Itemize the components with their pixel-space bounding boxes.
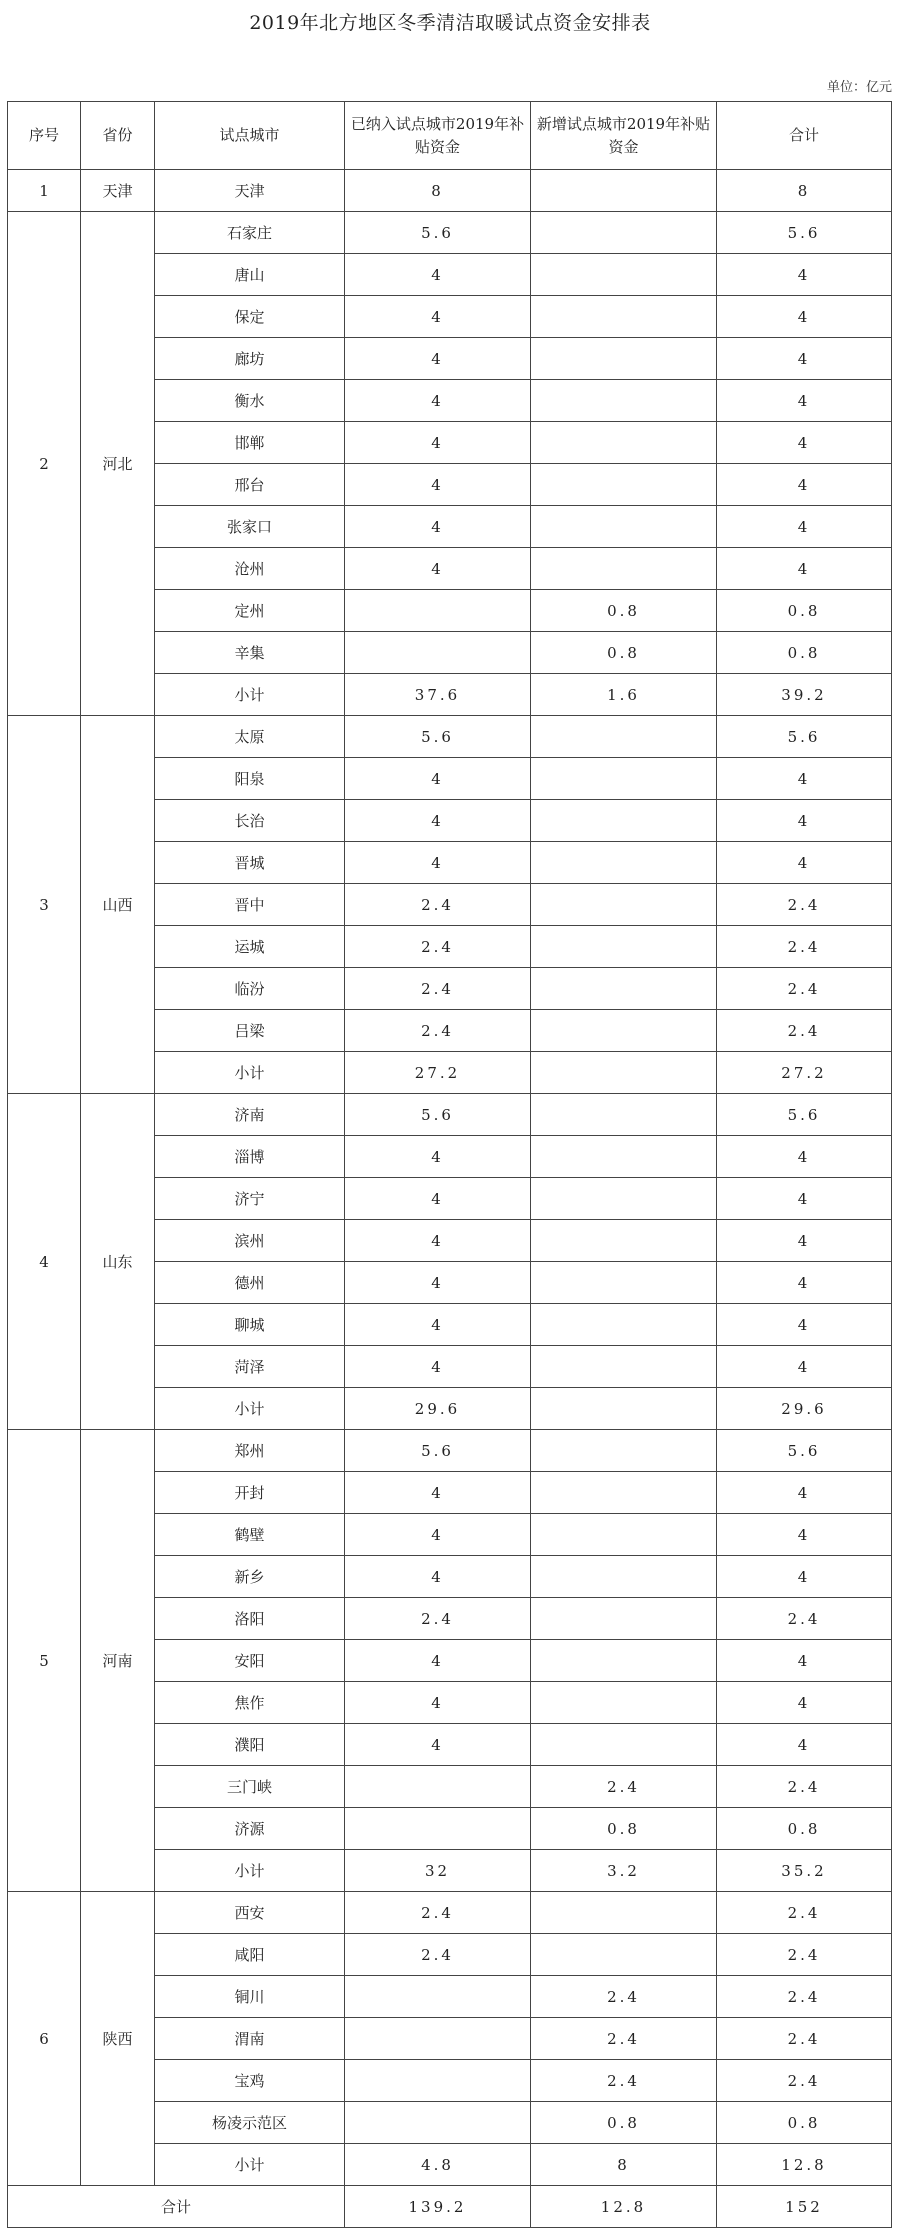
seq-cell: 1 <box>8 170 81 212</box>
total-funds-cell: 4 <box>717 1514 892 1556</box>
existing-funds-cell: 4 <box>345 842 531 884</box>
new-funds-cell <box>531 1682 717 1724</box>
total-funds-cell: 4 <box>717 380 892 422</box>
header-existing: 已纳入试点城市2019年补贴资金 <box>345 102 531 170</box>
total-funds-cell: 4 <box>717 1346 892 1388</box>
subtotal-existing: 29.6 <box>345 1388 531 1430</box>
existing-funds-cell <box>345 1976 531 2018</box>
new-funds-cell <box>531 716 717 758</box>
existing-funds-cell: 4 <box>345 758 531 800</box>
total-funds-cell: 4 <box>717 506 892 548</box>
new-funds-cell <box>531 1640 717 1682</box>
new-funds-cell: 0.8 <box>531 590 717 632</box>
city-cell: 济源 <box>155 1808 345 1850</box>
header-row <box>8 102 892 170</box>
province-cell: 天津 <box>81 170 155 212</box>
subtotal-total: 12.8 <box>717 2144 892 2186</box>
existing-funds-cell: 5.6 <box>345 212 531 254</box>
province-cell: 山东 <box>81 1094 155 1430</box>
city-cell: 淄博 <box>155 1136 345 1178</box>
city-cell: 唐山 <box>155 254 345 296</box>
city-cell: 菏泽 <box>155 1346 345 1388</box>
total-funds-cell: 4 <box>717 296 892 338</box>
table-body <box>8 170 892 2228</box>
subtotal-existing: 4.8 <box>345 2144 531 2186</box>
new-funds-cell <box>531 1934 717 1976</box>
new-funds-cell <box>531 1262 717 1304</box>
total-funds-cell: 4 <box>717 1724 892 1766</box>
total-funds-cell: 2.4 <box>717 968 892 1010</box>
subtotal-existing: 37.6 <box>345 674 531 716</box>
new-funds-cell <box>531 758 717 800</box>
city-cell: 杨凌示范区 <box>155 2102 345 2144</box>
new-funds-cell: 0.8 <box>531 1808 717 1850</box>
total-funds-cell: 2.4 <box>717 1976 892 2018</box>
total-funds-cell: 4 <box>717 1472 892 1514</box>
total-funds-cell: 5.6 <box>717 1430 892 1472</box>
existing-funds-cell: 4 <box>345 1346 531 1388</box>
header-city: 试点城市 <box>155 102 345 170</box>
existing-funds-cell <box>345 1766 531 1808</box>
city-cell: 长治 <box>155 800 345 842</box>
grand-total-existing: 139.2 <box>345 2186 531 2228</box>
city-cell: 焦作 <box>155 1682 345 1724</box>
existing-funds-cell: 2.4 <box>345 884 531 926</box>
new-funds-cell <box>531 1892 717 1934</box>
existing-funds-cell: 8 <box>345 170 531 212</box>
province-cell: 陕西 <box>81 1892 155 2186</box>
new-funds-cell <box>531 800 717 842</box>
existing-funds-cell: 4 <box>345 548 531 590</box>
total-funds-cell: 4 <box>717 1178 892 1220</box>
city-cell: 郑州 <box>155 1430 345 1472</box>
city-cell: 开封 <box>155 1472 345 1514</box>
subtotal-label: 小计 <box>155 2144 345 2186</box>
existing-funds-cell: 4 <box>345 1514 531 1556</box>
existing-funds-cell: 2.4 <box>345 1598 531 1640</box>
existing-funds-cell: 4 <box>345 1262 531 1304</box>
city-cell: 济南 <box>155 1094 345 1136</box>
total-funds-cell: 0.8 <box>717 2102 892 2144</box>
city-cell: 西安 <box>155 1892 345 1934</box>
total-funds-cell: 2.4 <box>717 1766 892 1808</box>
unit-note: 单位：亿元 <box>826 80 892 95</box>
subtotal-total: 39.2 <box>717 674 892 716</box>
total-funds-cell: 0.8 <box>717 632 892 674</box>
subtotal-new: 8 <box>531 2144 717 2186</box>
existing-funds-cell: 4 <box>345 1724 531 1766</box>
city-cell: 安阳 <box>155 1640 345 1682</box>
subtotal-new: 3.2 <box>531 1850 717 1892</box>
new-funds-cell <box>531 548 717 590</box>
new-funds-cell <box>531 1094 717 1136</box>
new-funds-cell <box>531 926 717 968</box>
total-funds-cell: 4 <box>717 338 892 380</box>
table-row <box>8 1094 892 1136</box>
existing-funds-cell: 4 <box>345 1220 531 1262</box>
city-cell: 洛阳 <box>155 1598 345 1640</box>
existing-funds-cell <box>345 2018 531 2060</box>
subtotal-total: 27.2 <box>717 1052 892 1094</box>
existing-funds-cell: 2.4 <box>345 968 531 1010</box>
seq-cell: 2 <box>8 212 81 716</box>
existing-funds-cell: 4 <box>345 1178 531 1220</box>
total-funds-cell: 2.4 <box>717 1010 892 1052</box>
city-cell: 咸阳 <box>155 1934 345 1976</box>
total-funds-cell: 2.4 <box>717 1598 892 1640</box>
city-cell: 衡水 <box>155 380 345 422</box>
city-cell: 晋中 <box>155 884 345 926</box>
total-funds-cell: 4 <box>717 422 892 464</box>
new-funds-cell <box>531 422 717 464</box>
city-cell: 邢台 <box>155 464 345 506</box>
table-row <box>8 716 892 758</box>
new-funds-cell <box>531 170 717 212</box>
total-funds-cell: 2.4 <box>717 1934 892 1976</box>
new-funds-cell: 2.4 <box>531 2018 717 2060</box>
new-funds-cell <box>531 1598 717 1640</box>
subtotal-label: 小计 <box>155 1850 345 1892</box>
existing-funds-cell: 4 <box>345 1136 531 1178</box>
new-funds-cell <box>531 884 717 926</box>
city-cell: 运城 <box>155 926 345 968</box>
new-funds-cell <box>531 842 717 884</box>
city-cell: 廊坊 <box>155 338 345 380</box>
new-funds-cell <box>531 296 717 338</box>
header-total: 合计 <box>717 102 892 170</box>
subtotal-label: 小计 <box>155 674 345 716</box>
existing-funds-cell: 4 <box>345 338 531 380</box>
total-funds-cell: 2.4 <box>717 926 892 968</box>
table-row <box>8 1892 892 1934</box>
total-funds-cell: 4 <box>717 548 892 590</box>
existing-funds-cell <box>345 1808 531 1850</box>
total-funds-cell: 2.4 <box>717 884 892 926</box>
funds-table <box>7 101 892 2228</box>
total-funds-cell: 4 <box>717 1556 892 1598</box>
subtotal-new: 1.6 <box>531 674 717 716</box>
city-cell: 阳泉 <box>155 758 345 800</box>
total-funds-cell: 8 <box>717 170 892 212</box>
total-funds-cell: 0.8 <box>717 590 892 632</box>
existing-funds-cell: 4 <box>345 1682 531 1724</box>
grand-total-total: 152 <box>717 2186 892 2228</box>
existing-funds-cell: 4 <box>345 380 531 422</box>
header-seq: 序号 <box>8 102 81 170</box>
total-funds-cell: 5.6 <box>717 1094 892 1136</box>
total-funds-cell: 4 <box>717 1304 892 1346</box>
city-cell: 鹤壁 <box>155 1514 345 1556</box>
table-row <box>8 1430 892 1472</box>
new-funds-cell <box>531 1220 717 1262</box>
city-cell: 沧州 <box>155 548 345 590</box>
city-cell: 聊城 <box>155 1304 345 1346</box>
seq-cell: 4 <box>8 1094 81 1430</box>
existing-funds-cell: 4 <box>345 506 531 548</box>
header-new: 新增试点城市2019年补贴资金 <box>531 102 717 170</box>
existing-funds-cell <box>345 2060 531 2102</box>
total-funds-cell: 4 <box>717 464 892 506</box>
existing-funds-cell: 4 <box>345 254 531 296</box>
total-funds-cell: 2.4 <box>717 1892 892 1934</box>
city-cell: 吕梁 <box>155 1010 345 1052</box>
city-cell: 石家庄 <box>155 212 345 254</box>
new-funds-cell <box>531 968 717 1010</box>
page-title: 2019年北方地区冬季清洁取暖试点资金安排表 <box>249 12 651 34</box>
new-funds-cell: 2.4 <box>531 1766 717 1808</box>
existing-funds-cell: 4 <box>345 464 531 506</box>
city-cell: 定州 <box>155 590 345 632</box>
existing-funds-cell: 4 <box>345 1472 531 1514</box>
grand-total-new: 12.8 <box>531 2186 717 2228</box>
subtotal-label: 小计 <box>155 1052 345 1094</box>
new-funds-cell <box>531 1430 717 1472</box>
table-row <box>8 212 892 254</box>
city-cell: 临汾 <box>155 968 345 1010</box>
new-funds-cell <box>531 254 717 296</box>
subtotal-existing: 27.2 <box>345 1052 531 1094</box>
new-funds-cell <box>531 380 717 422</box>
existing-funds-cell: 5.6 <box>345 716 531 758</box>
new-funds-cell: 0.8 <box>531 2102 717 2144</box>
subtotal-total: 35.2 <box>717 1850 892 1892</box>
city-cell: 济宁 <box>155 1178 345 1220</box>
new-funds-cell <box>531 212 717 254</box>
city-cell: 保定 <box>155 296 345 338</box>
city-cell: 晋城 <box>155 842 345 884</box>
city-cell: 辛集 <box>155 632 345 674</box>
province-cell: 山西 <box>81 716 155 1094</box>
new-funds-cell: 2.4 <box>531 1976 717 2018</box>
existing-funds-cell <box>345 632 531 674</box>
total-funds-cell: 2.4 <box>717 2018 892 2060</box>
city-cell: 铜川 <box>155 1976 345 2018</box>
city-cell: 张家口 <box>155 506 345 548</box>
total-funds-cell: 5.6 <box>717 716 892 758</box>
grand-total-label: 合计 <box>8 2186 345 2228</box>
existing-funds-cell <box>345 590 531 632</box>
existing-funds-cell: 4 <box>345 296 531 338</box>
subtotal-new <box>531 1388 717 1430</box>
city-cell: 德州 <box>155 1262 345 1304</box>
province-cell: 河南 <box>81 1430 155 1892</box>
new-funds-cell <box>531 1472 717 1514</box>
city-cell: 天津 <box>155 170 345 212</box>
total-funds-cell: 4 <box>717 1640 892 1682</box>
new-funds-cell <box>531 1724 717 1766</box>
total-funds-cell: 2.4 <box>717 2060 892 2102</box>
subtotal-label: 小计 <box>155 1388 345 1430</box>
existing-funds-cell: 5.6 <box>345 1094 531 1136</box>
city-cell: 三门峡 <box>155 1766 345 1808</box>
total-funds-cell: 5.6 <box>717 212 892 254</box>
city-cell: 渭南 <box>155 2018 345 2060</box>
total-funds-cell: 4 <box>717 1136 892 1178</box>
existing-funds-cell: 5.6 <box>345 1430 531 1472</box>
new-funds-cell <box>531 1514 717 1556</box>
new-funds-cell <box>531 1346 717 1388</box>
total-funds-cell: 4 <box>717 1682 892 1724</box>
new-funds-cell <box>531 338 717 380</box>
city-cell: 濮阳 <box>155 1724 345 1766</box>
new-funds-cell <box>531 1178 717 1220</box>
table-row <box>8 170 892 212</box>
city-cell: 新乡 <box>155 1556 345 1598</box>
total-funds-cell: 4 <box>717 758 892 800</box>
existing-funds-cell: 4 <box>345 1640 531 1682</box>
total-funds-cell: 4 <box>717 800 892 842</box>
seq-cell: 3 <box>8 716 81 1094</box>
new-funds-cell <box>531 1556 717 1598</box>
total-funds-cell: 4 <box>717 1220 892 1262</box>
city-cell: 滨州 <box>155 1220 345 1262</box>
existing-funds-cell <box>345 2102 531 2144</box>
new-funds-cell <box>531 464 717 506</box>
new-funds-cell <box>531 1304 717 1346</box>
city-cell: 太原 <box>155 716 345 758</box>
new-funds-cell <box>531 506 717 548</box>
total-funds-cell: 4 <box>717 254 892 296</box>
total-funds-cell: 4 <box>717 842 892 884</box>
total-funds-cell: 4 <box>717 1262 892 1304</box>
existing-funds-cell: 2.4 <box>345 926 531 968</box>
existing-funds-cell: 2.4 <box>345 1892 531 1934</box>
existing-funds-cell: 2.4 <box>345 1934 531 1976</box>
city-cell: 邯郸 <box>155 422 345 464</box>
new-funds-cell <box>531 1010 717 1052</box>
existing-funds-cell: 2.4 <box>345 1010 531 1052</box>
existing-funds-cell: 4 <box>345 1304 531 1346</box>
new-funds-cell: 2.4 <box>531 2060 717 2102</box>
seq-cell: 5 <box>8 1430 81 1892</box>
subtotal-existing: 32 <box>345 1850 531 1892</box>
new-funds-cell: 0.8 <box>531 632 717 674</box>
grand-total-row <box>8 2186 892 2228</box>
existing-funds-cell: 4 <box>345 422 531 464</box>
seq-cell: 6 <box>8 1892 81 2186</box>
new-funds-cell <box>531 1136 717 1178</box>
header-province: 省份 <box>81 102 155 170</box>
subtotal-new <box>531 1052 717 1094</box>
existing-funds-cell: 4 <box>345 1556 531 1598</box>
subtotal-total: 29.6 <box>717 1388 892 1430</box>
city-cell: 宝鸡 <box>155 2060 345 2102</box>
total-funds-cell: 0.8 <box>717 1808 892 1850</box>
existing-funds-cell: 4 <box>345 800 531 842</box>
province-cell: 河北 <box>81 212 155 716</box>
